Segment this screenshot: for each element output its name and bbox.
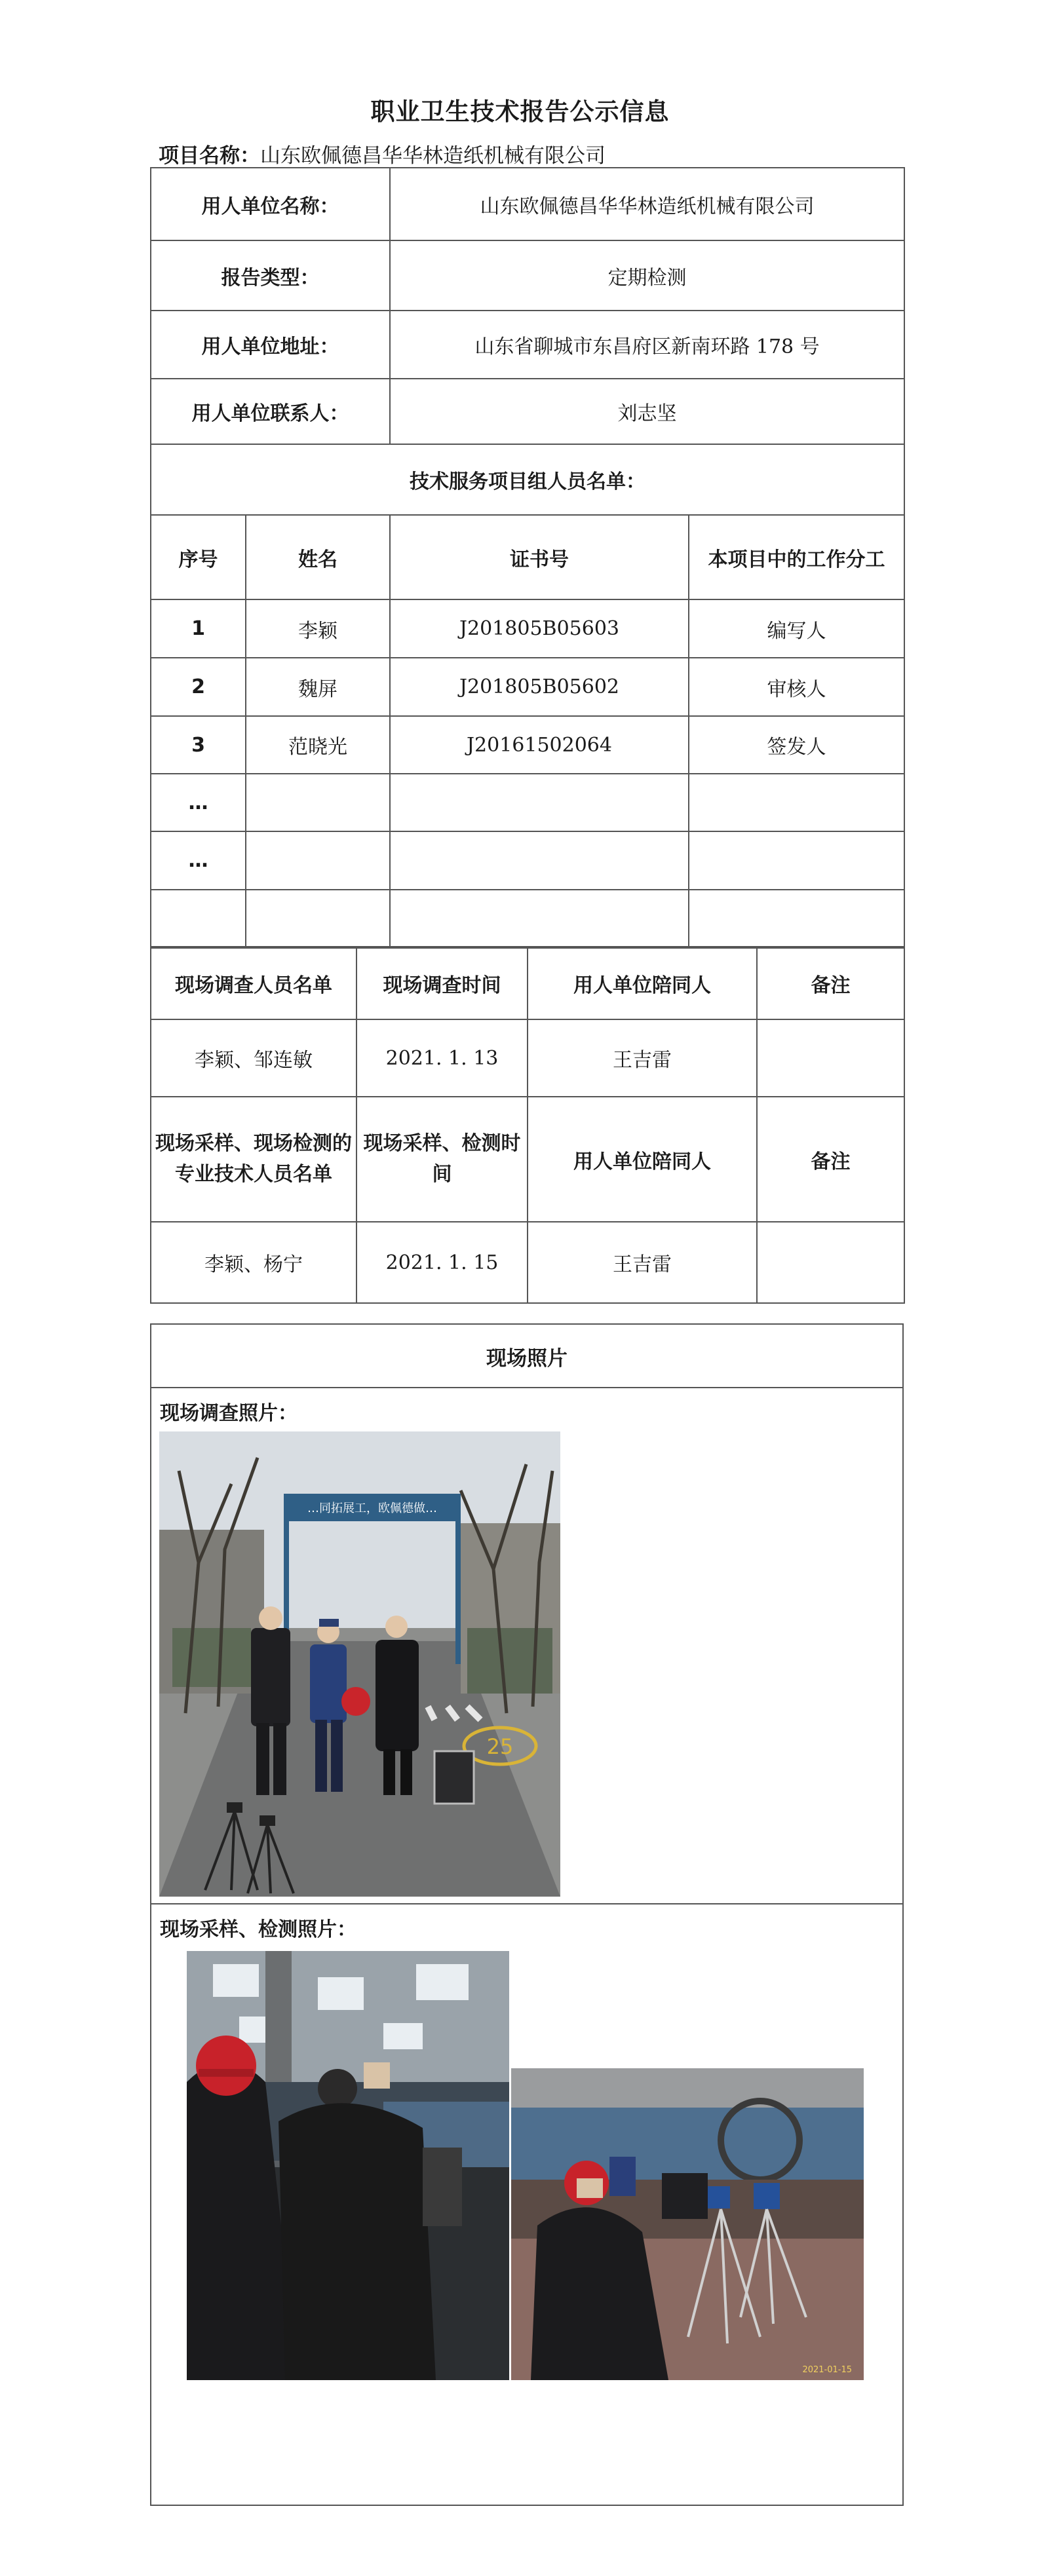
cell-index: 1 (151, 599, 246, 658)
cell-name: 魏屏 (246, 658, 390, 716)
cell-cert: J20161502064 (390, 716, 689, 774)
cell-name: 李颖 (246, 599, 390, 658)
info-value: 山东欧佩德昌华华林造纸机械有限公司 (390, 168, 904, 240)
cell-name: 范晓光 (246, 716, 390, 774)
table-row (151, 890, 904, 948)
info-row (151, 311, 904, 379)
info-value: 定期检测 (390, 240, 904, 311)
team-heading: 技术服务项目组人员名单： (151, 444, 904, 515)
column-header: 现场采样、检测时间 (356, 1097, 528, 1222)
sampling-photo-label: 现场采样、检测照片： (160, 1918, 356, 1941)
cell-name (246, 831, 390, 890)
cell-cert: J201805B05602 (390, 658, 689, 716)
project-label: 项目名称： (159, 144, 260, 168)
sampling-remark (757, 1222, 904, 1303)
sampling-staff: 李颖、杨宁 (151, 1222, 356, 1303)
cell-role (689, 890, 904, 948)
cell-role (689, 831, 904, 890)
survey-remark (757, 1019, 904, 1097)
survey-escort: 王吉雷 (528, 1019, 757, 1097)
sampling-row (151, 1222, 904, 1303)
column-header: 用人单位陪同人 (528, 1097, 757, 1222)
column-header: 本项目中的工作分工 (689, 515, 904, 599)
column-header: 备注 (757, 1097, 904, 1222)
sampling-photo-left (187, 1951, 509, 2380)
info-label: 用人单位联系人： (151, 379, 390, 444)
photo-timestamp: 2021-01-15 (802, 2365, 852, 2375)
cell-cert (390, 890, 689, 948)
cell-role: 签发人 (689, 716, 904, 774)
table-row (151, 716, 904, 774)
info-table (150, 167, 905, 949)
column-header: 现场调查时间 (356, 947, 528, 1019)
cell-role: 编写人 (689, 599, 904, 658)
column-header: 证书号 (390, 515, 689, 599)
survey-row (151, 1019, 904, 1097)
sampling-header-row (151, 1097, 904, 1222)
banner-text: …同拓展工，欧佩德做… (307, 1502, 437, 1515)
cell-cert (390, 831, 689, 890)
survey-photo (159, 1431, 560, 1897)
sampling-photo-right (511, 2068, 864, 2380)
cell-role (689, 774, 904, 831)
survey-staff: 李颖、邹连敏 (151, 1019, 356, 1097)
cell-index: 3 (151, 716, 246, 774)
column-header: 现场采样、现场检测的专业技术人员名单 (151, 1097, 356, 1222)
table-row (151, 831, 904, 890)
cell-cert: J201805B05603 (390, 599, 689, 658)
column-header: 用人单位陪同人 (528, 947, 757, 1019)
info-row (151, 168, 904, 240)
info-label: 用人单位地址： (151, 311, 390, 379)
info-value: 刘志坚 (390, 379, 904, 444)
photo-heading: 现场照片 (486, 1347, 568, 1371)
cell-index: … (151, 831, 246, 890)
survey-header-row (151, 947, 904, 1019)
survey-table (150, 946, 905, 1304)
cell-name (246, 890, 390, 948)
cell-index: … (151, 774, 246, 831)
cell-index (151, 890, 246, 948)
info-value: 山东省聊城市东昌府区新南环路 178 号 (390, 311, 904, 379)
sampling-escort: 王吉雷 (528, 1222, 757, 1303)
table-row (151, 658, 904, 716)
info-label: 用人单位名称： (151, 168, 390, 240)
table-row (151, 599, 904, 658)
column-header: 姓名 (246, 515, 390, 599)
info-label: 报告类型： (151, 240, 390, 311)
divider (150, 1903, 904, 1904)
survey-date: 2021. 1. 13 (356, 1019, 528, 1097)
project-value: 山东欧佩德昌华华林造纸机械有限公司 (260, 144, 606, 168)
cell-cert (390, 774, 689, 831)
team-heading-row (151, 444, 904, 515)
column-header: 序号 (151, 515, 246, 599)
team-header-row (151, 515, 904, 599)
divider (150, 1387, 904, 1388)
info-row (151, 240, 904, 311)
survey-photo-label: 现场调查照片： (160, 1402, 298, 1425)
table-row (151, 774, 904, 831)
column-header: 备注 (757, 947, 904, 1019)
sampling-date: 2021. 1. 15 (356, 1222, 528, 1303)
page-title: 职业卫生技术报告公示信息 (370, 98, 670, 126)
road-number: 25 (486, 1734, 514, 1759)
cell-name (246, 774, 390, 831)
cell-role: 审核人 (689, 658, 904, 716)
cell-index: 2 (151, 658, 246, 716)
column-header: 现场调查人员名单 (151, 947, 356, 1019)
project-line (159, 139, 606, 168)
info-row (151, 379, 904, 444)
